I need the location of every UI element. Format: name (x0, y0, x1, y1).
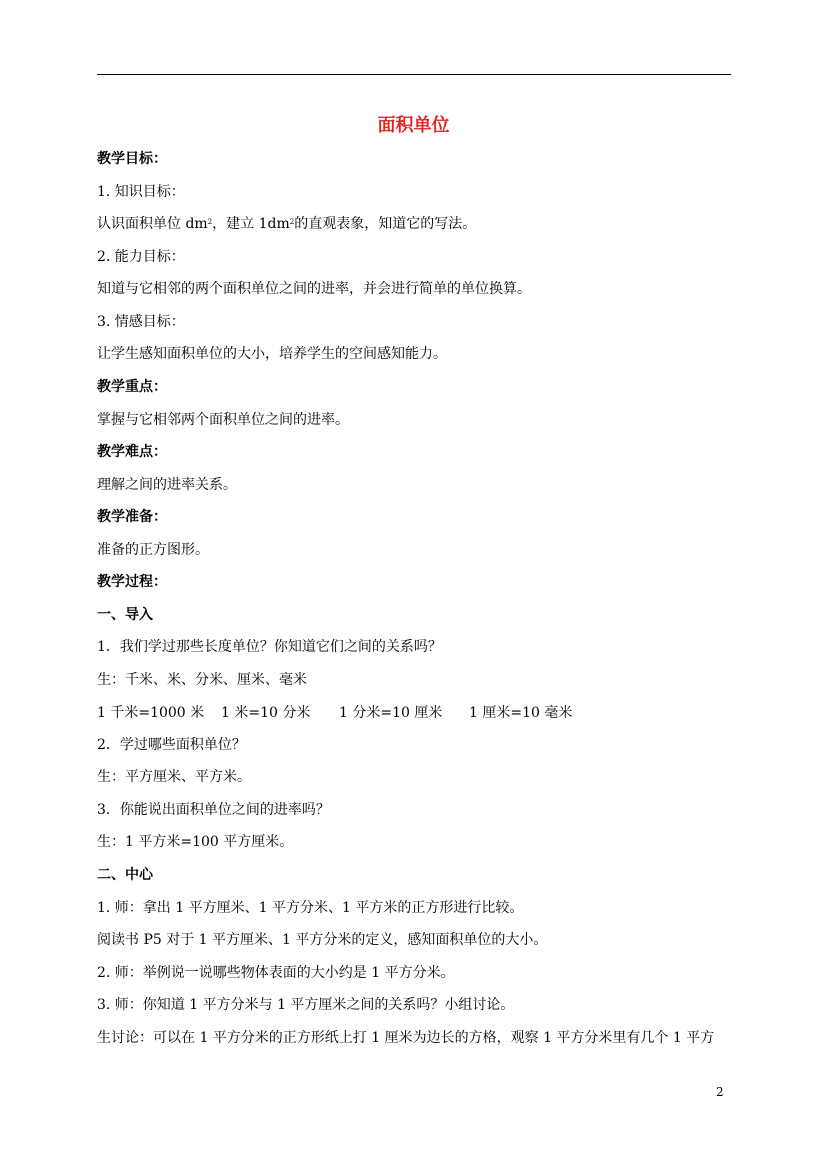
conversion-dm: 1 分米=10 厘米 (339, 705, 443, 721)
unit-conversions (97, 704, 572, 722)
key-point-text: 掌握与它相邻两个面积单位之间的进率。 (97, 412, 349, 428)
preparation-text: 准备的正方图形。 (97, 542, 209, 558)
center-item-3: 3. 师：你知道 1 平方分米与 1 平方厘米之间的关系吗？小组讨论。 (97, 997, 515, 1013)
obj1-sup-b: 2 (289, 218, 295, 226)
objective-2-text: 知道与它相邻的两个面积单位之间的进率，并会进行简单的单位换算。 (97, 281, 531, 297)
center-item-1b: 阅读书 P5 对于 1 平方厘米、1 平方分米的定义，感知面积单位的大小。 (97, 932, 548, 948)
objective-1-label: 1. 知识目标： (97, 184, 185, 200)
part-1-heading: 一、导入 (97, 607, 153, 623)
objective-3-label: 3. 情感目标： (97, 314, 185, 330)
conversion-m: 1 米=10 分米 (221, 705, 311, 721)
objective-1-text (97, 215, 476, 233)
key-point-heading: 教学重点： (97, 379, 167, 395)
obj1-sup-a: 2 (207, 218, 213, 226)
difficulty-text: 理解之间的进率关系。 (97, 477, 237, 493)
obj1-text-b: ，建立 1dm (212, 216, 290, 232)
question-1: 1．我们学过那些长度单位？你知道它们之间的关系吗？ (97, 639, 442, 655)
process-heading: 教学过程： (97, 574, 167, 590)
question-2: 2．学过哪些面积单位？ (97, 737, 246, 753)
center-item-4: 生讨论：可以在 1 平方分米的正方形纸上打 1 厘米为边长的方格，观察 1 平方分米里有几个 1 平方 (97, 1030, 715, 1046)
conversion-cm: 1 厘米=10 毫米 (469, 705, 573, 721)
obj1-text-a: 认识面积单位 dm (97, 216, 208, 232)
center-item-1: 1. 师：拿出 1 平方厘米、1 平方分米、1 平方米的正方形进行比较。 (97, 900, 524, 916)
document-title: 面积单位 (377, 115, 450, 136)
objectives-heading: 教学目标： (97, 151, 167, 167)
page-number: 2 (716, 1085, 724, 1099)
preparation-heading: 教学准备： (97, 509, 167, 525)
answer-3: 生：1 平方米=100 平方厘米。 (97, 834, 294, 850)
part-2-heading: 二、中心 (97, 867, 153, 883)
objective-2-label: 2. 能力目标： (97, 249, 185, 265)
center-item-2: 2. 师：举例说一说哪些物体表面的大小约是 1 平方分米。 (97, 965, 455, 981)
conversion-km: 1 千米=1000 米 (97, 705, 205, 721)
question-3: 3．你能说出面积单位之间的进率吗？ (97, 802, 330, 818)
answer-2: 生：平方厘米、平方米。 (97, 769, 251, 785)
difficulty-heading: 教学难点： (97, 444, 167, 460)
header-rule (97, 74, 731, 75)
objective-3-text: 让学生感知面积单位的大小，培养学生的空间感知能力。 (97, 346, 447, 362)
answer-1: 生：千米、米、分米、厘米、毫米 (97, 672, 307, 688)
obj1-text-c: 的直观表象，知道它的写法。 (294, 216, 477, 232)
